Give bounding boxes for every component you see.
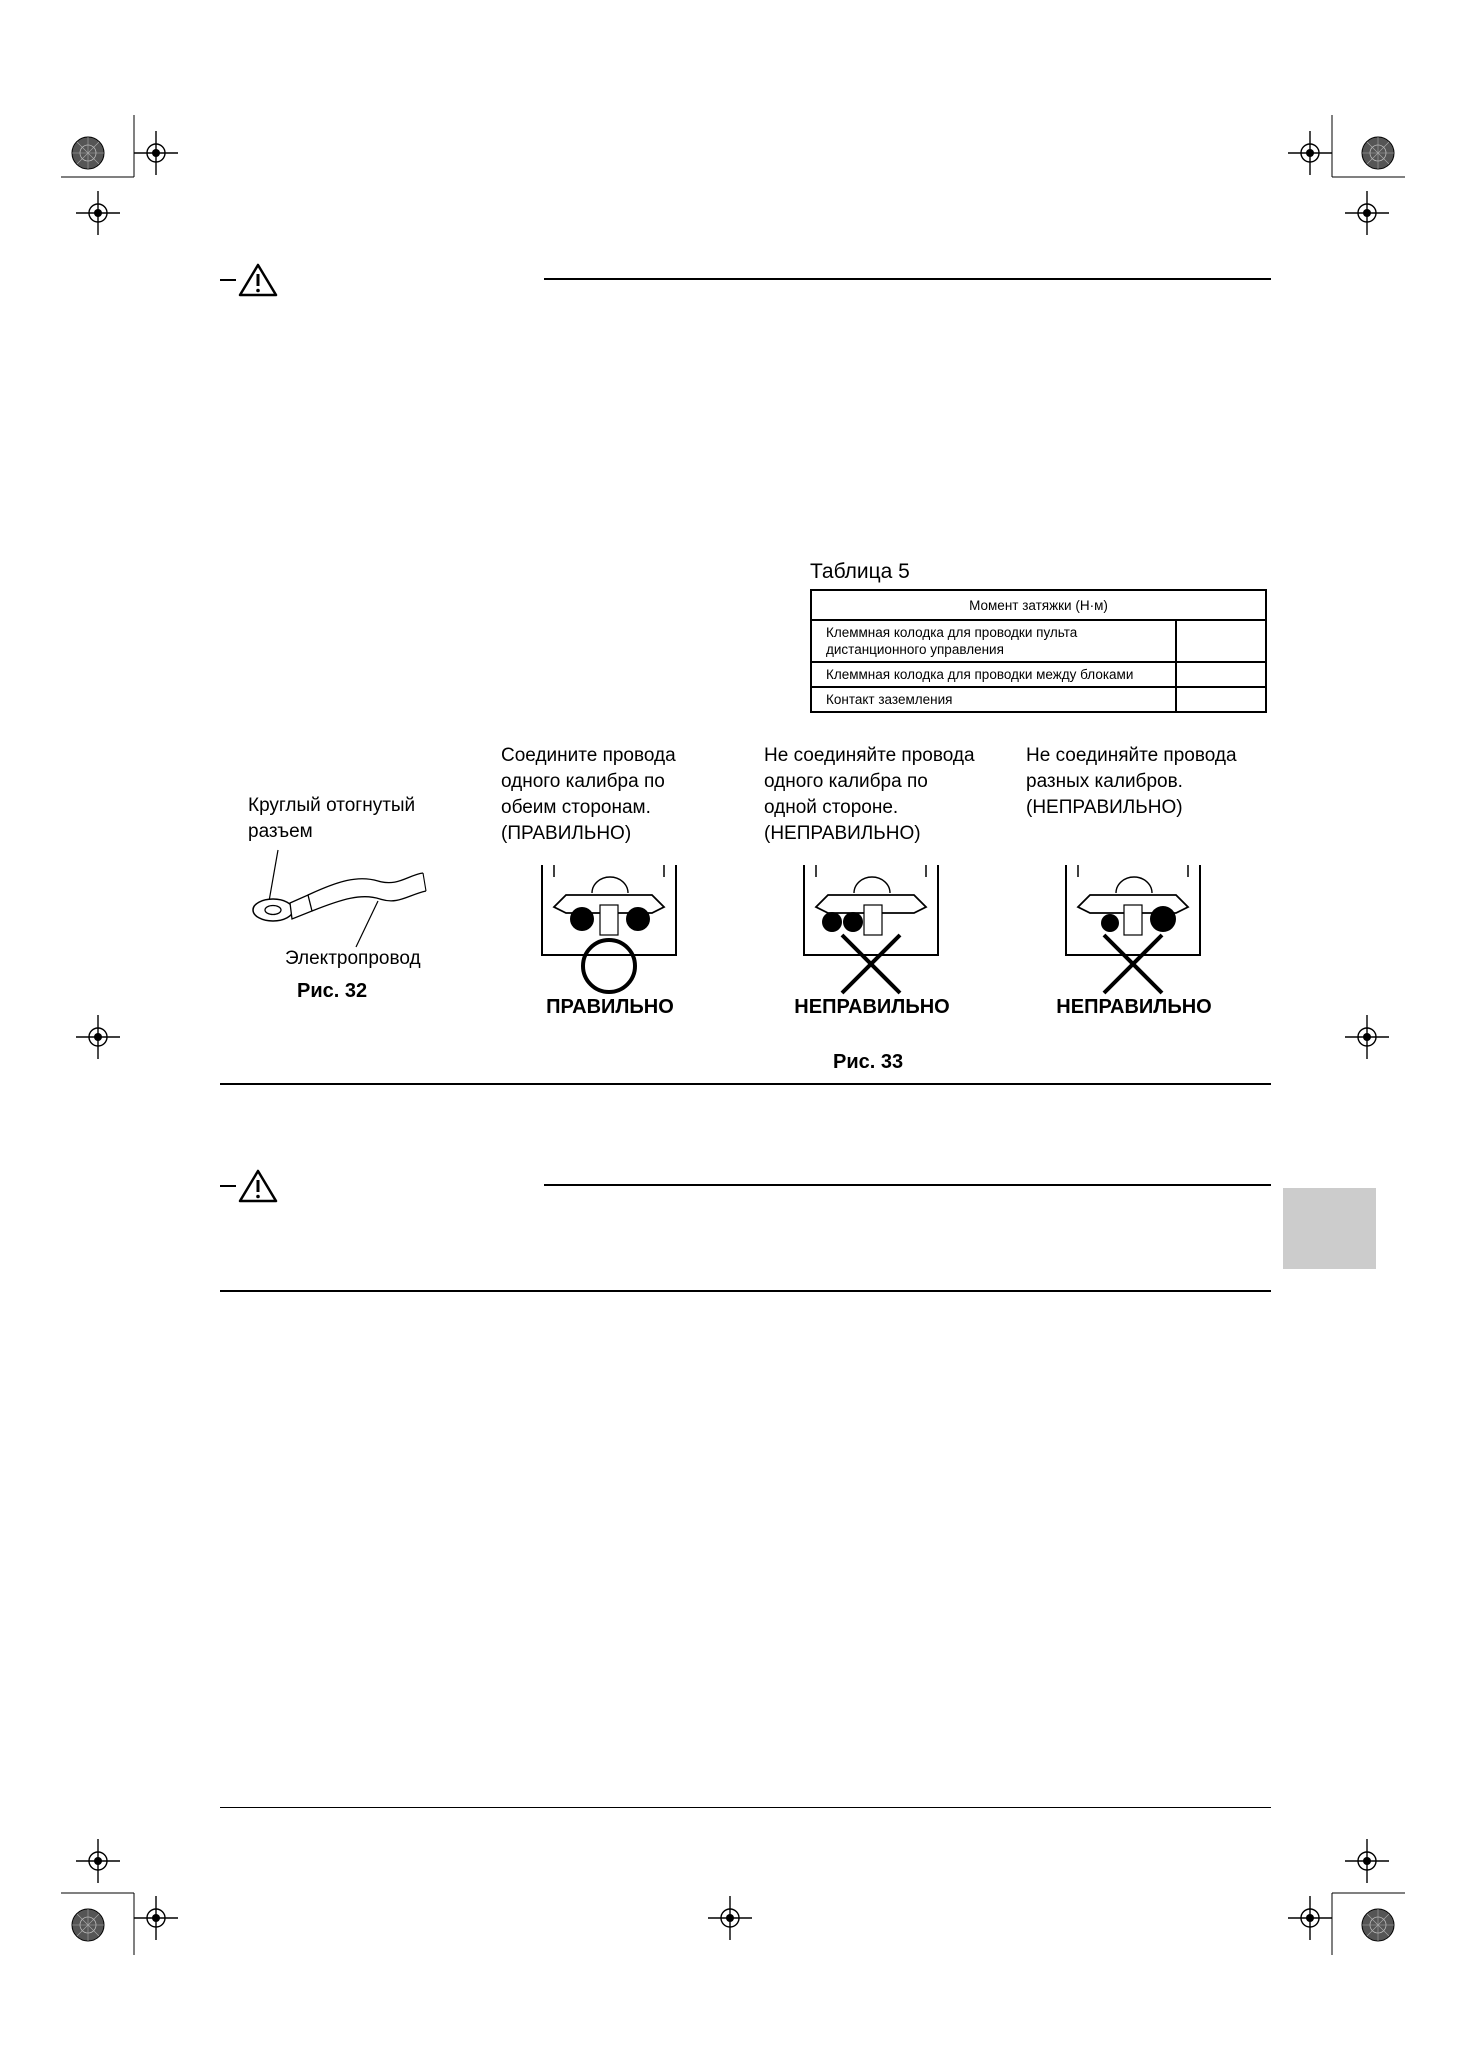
status-wrong-gauge: НЕПРАВИЛЬНО	[1056, 996, 1212, 1018]
terminal-wrong-one-side-diagram	[802, 865, 942, 995]
caution-rule-top-2	[544, 1184, 1271, 1186]
table-cell-value	[1176, 687, 1266, 712]
table-cell-value	[1176, 662, 1266, 687]
terminal-wrong-gauge-diagram	[1064, 865, 1204, 995]
connector-label: Круглый отогнутый разъем	[248, 795, 416, 842]
table-row	[811, 687, 1266, 712]
warning-icon	[218, 262, 280, 298]
panel-wrong-gauge-text: Не соединяйте провода разных калибров. (НЕПРАВИЛЬНО)	[1026, 745, 1237, 818]
footer-rule	[220, 1807, 1271, 1808]
table-header: Момент затяжки (Н·м)	[811, 590, 1266, 620]
ring-terminal-illustration	[238, 845, 438, 955]
status-wrong-one-side: НЕПРАВИЛЬНО	[794, 996, 950, 1018]
figure-32-caption: Рис. 32	[297, 980, 368, 1002]
table-cell-label: Клеммная колодка для проводки пульта дистанционного управления	[811, 620, 1176, 662]
warning-icon	[218, 1168, 280, 1204]
table-cell-label: Клеммная колодка для проводки между блоками	[811, 662, 1176, 687]
figure-33-caption: Рис. 33	[833, 1051, 904, 1073]
table-cell-label: Контакт заземления	[811, 687, 1176, 712]
panel-correct-text: Соедините провода одного калибра по обеим сторонам. (ПРАВИЛЬНО)	[501, 745, 676, 844]
caution-rule-bottom-2	[220, 1290, 1271, 1292]
section-divider	[220, 1083, 1271, 1085]
table-title: Таблица 5	[810, 560, 910, 583]
table-cell-value	[1176, 620, 1266, 662]
status-correct: ПРАВИЛЬНО	[546, 996, 674, 1018]
section-tab	[1283, 1188, 1376, 1269]
terminal-correct-diagram	[540, 865, 680, 995]
table-row	[811, 662, 1266, 687]
table-row	[811, 620, 1266, 662]
panel-wrong-one-side-text: Не соединяйте провода одного калибра по одной стороне. (НЕПРАВИЛЬНО)	[764, 745, 975, 844]
caution-rule-top	[544, 278, 1271, 280]
wire-label: Электропровод	[285, 948, 421, 969]
torque-table	[810, 589, 1267, 713]
